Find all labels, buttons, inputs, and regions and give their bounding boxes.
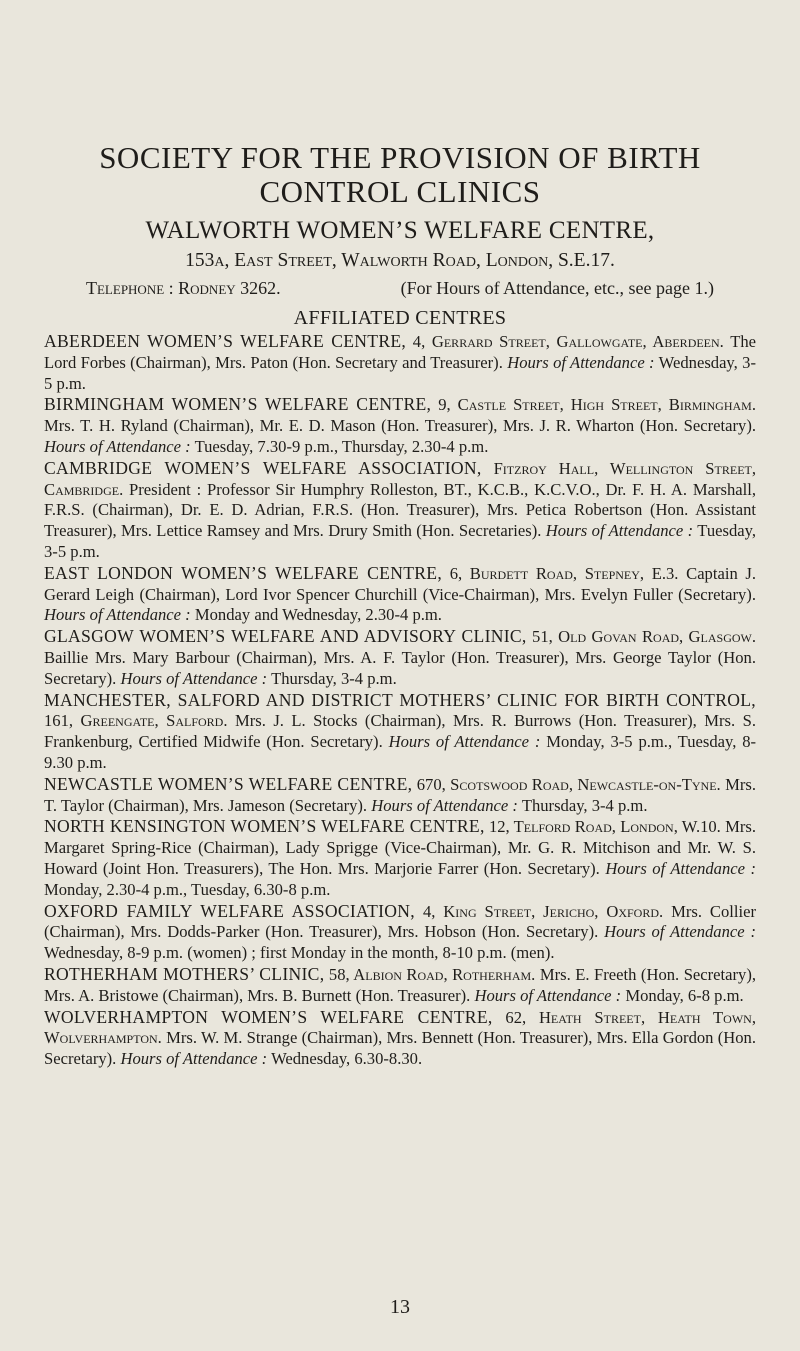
hours-label: Hours of Attendance : xyxy=(371,795,518,815)
centre-officers: Mrs. T. H. Ryland (Chairman), Mr. E. D. Mason (Hon. Treasurer), Mrs. J. R. Wharton (Hon. Secretary). xyxy=(44,416,756,436)
hours-label: Hours of Attendance : xyxy=(388,732,541,752)
hours-value: Wednesday, 3-5 p.m. xyxy=(44,352,756,393)
hours-reference-note: (For Hours of Attendance, etc., see page 1.) xyxy=(400,278,714,298)
hours-value: Thursday, 3-4 p.m. xyxy=(521,795,648,815)
centre-address: Fitzroy Hall, Wellington Street, Cambridge. xyxy=(44,458,757,499)
centre-name: BIRMINGHAM WOMEN’S WELFARE CENTRE, xyxy=(44,394,432,415)
centre-officers: President : Professor Sir Humphry Rolleston, BT., K.C.B., K.C.V.O., Dr. F. H. A. Marshall, F.R.S. (Chairman), Dr. E. D. Adrian, F.R.S. (Hon. Treasurer), Mrs. Petica Robertson (Hon. Assistant Treasurer), Mrs. Lettice Ramsey and Mrs. Drury Smith (Hon. Secretaries). xyxy=(44,479,756,541)
centre-officers: The Lord Forbes (Chairman), Mrs. Paton (Hon. Secretary and Treasurer). xyxy=(44,332,757,372)
centre-name: ABERDEEN WOMEN’S WELFARE CENTRE, xyxy=(44,331,407,351)
centre-entry xyxy=(44,331,756,394)
hours-value: Wednesday, 8-9 p.m. (women) ; first Monday in the month, 8-10 p.m. (men). xyxy=(44,943,555,963)
centre-address: 58, Albion Road, Rotherham. xyxy=(328,964,536,984)
hours-label: Hours of Attendance : xyxy=(604,922,757,942)
centre-address: 51, Old Govan Road, Glasgow. xyxy=(532,627,756,647)
centre-entry xyxy=(44,774,756,817)
centre-address: 4, King Street, Jericho, Oxford. xyxy=(422,901,664,921)
centre-address: 6, Burdett Road, Stepney, E.3. xyxy=(449,563,679,583)
centre-officers: Baillie Mrs. Mary Barbour (Chairman), Mrs. A. F. Taylor (Hon. Treasurer), Mrs. George Taylor (Hon. Secretary). xyxy=(44,647,756,688)
hours-value: Tuesday, 3-5 p.m. xyxy=(44,521,756,561)
centre-officers: Mrs. E. Freeth (Hon. Secretary), Mrs. A. Bristowe (Chairman), Mrs. B. Burnett (Hon. Treasurer). xyxy=(44,964,757,1005)
affiliated-centres-heading: AFFILIATED CENTRES xyxy=(293,307,507,329)
hours-label: Hours of Attendance : xyxy=(545,521,694,541)
hours-label: Hours of Attendance : xyxy=(44,605,191,625)
hours-value: Tuesday, 7.30-9 p.m., Thursday, 2.30-4 p.m. xyxy=(194,436,489,456)
hours-value: Monday, 3-5 p.m., Tuesday, 8-9.30 p.m. xyxy=(44,732,757,772)
telephone-number: Telephone : Rodney 3262. xyxy=(86,278,281,298)
hours-label: Hours of Attendance : xyxy=(474,985,622,1005)
centre-officers: Mrs. J. L. Stocks (Chairman), Mrs. R. Burrows (Hon. Treasurer), Mrs. S. Frankenburg, Certified Midwife (Hon. Secretary). xyxy=(44,711,756,752)
centre-officers: Mrs. Margaret Spring-Rice (Chairman), Lady Sprigge (Vice-Chairman), Mr. G. R. Mitchison and Mr. W. S. Howard (Joint Hon. Treasurers), The Hon. Mrs. Marjorie Farrer (Hon. Secretary). xyxy=(44,817,757,878)
centre-address: 670, Scotswood Road, Newcastle-on-Tyne. xyxy=(416,774,721,794)
centre-name: NEWCASTLE WOMEN’S WELFARE CENTRE, xyxy=(44,773,413,794)
centre-address: 12, Telford Road, London, W.10. xyxy=(488,817,721,837)
centre-officers: Mrs. W. M. Strange (Chairman), Mrs. Bennett (Hon. Treasurer), Mrs. Ella Gordon (Hon. Secretary). xyxy=(44,1028,756,1069)
centre-entry xyxy=(44,964,756,1007)
centre-name: GLASGOW WOMEN’S WELFARE AND ADVISORY CLINIC, xyxy=(44,626,527,647)
society-title-line-2: CONTROL CLINICS xyxy=(259,174,541,209)
page-number: 13 xyxy=(390,1296,410,1318)
hours-label: Hours of Attendance : xyxy=(44,436,191,456)
hours-value: Thursday, 3-4 p.m. xyxy=(271,668,397,688)
centre-name: NORTH KENSINGTON WOMEN’S WELFARE CENTRE, xyxy=(44,816,485,837)
main-centre-name: WALWORTH WOMEN’S WELFARE CENTRE, xyxy=(145,217,655,244)
centre-name: ROTHERHAM MOTHERS’ CLINIC, xyxy=(44,963,325,984)
hours-label: Hours of Attendance : xyxy=(120,668,268,688)
centre-entry xyxy=(44,816,756,900)
centre-address: 9, Castle Street, High Street, Birmingham. xyxy=(438,395,756,415)
centre-entry xyxy=(44,901,756,964)
centre-address: 161, Greengate, Salford. xyxy=(44,711,228,731)
hours-label: Hours of Attendance : xyxy=(507,352,655,372)
society-title-line-1: SOCIETY FOR THE PROVISION OF BIRTH xyxy=(99,140,701,175)
centre-entry xyxy=(44,394,756,457)
centre-entry xyxy=(44,626,756,689)
centre-name: MANCHESTER, SALFORD AND DISTRICT MOTHERS’ CLINIC FOR BIRTH CONTROL, xyxy=(44,689,756,710)
hours-value: Monday, 2.30-4 p.m., Tuesday, 6.30-8 p.m. xyxy=(44,879,331,899)
affiliated-centres-list xyxy=(44,331,756,1070)
hours-value: Wednesday, 6.30-8.30. xyxy=(271,1049,423,1069)
centre-entry xyxy=(44,690,756,774)
centre-entry xyxy=(44,563,756,626)
centre-officers: Mrs. T. Taylor (Chairman), Mrs. Jameson (Secretary). xyxy=(44,774,756,815)
centre-name: OXFORD FAMILY WELFARE ASSOCIATION, xyxy=(44,900,416,921)
hours-value: Monday, 6-8 p.m. xyxy=(625,985,744,1005)
centre-address: 4, Gerrard Street, Gallowgate, Aberdeen. xyxy=(412,332,724,351)
centre-officers: Captain J. Gerard Leigh (Chairman), Lord Ivor Spencer Churchill (Vice-Chairman), Mrs. Evelyn Fuller (Secretary). xyxy=(44,563,756,604)
hours-label: Hours of Attendance : xyxy=(605,858,757,878)
main-centre-address: 153a, East Street, Walworth Road, London, S.E.17. xyxy=(185,250,615,271)
centre-name: EAST LONDON WOMEN’S WELFARE CENTRE, xyxy=(44,562,443,583)
hours-value: Monday and Wednesday, 2.30-4 p.m. xyxy=(194,605,442,625)
centre-entry xyxy=(44,1007,756,1070)
centre-name: WOLVERHAMPTON WOMEN’S WELFARE CENTRE, xyxy=(44,1006,493,1027)
telephone-line xyxy=(86,275,714,301)
centre-address: 62, Heath Street, Heath Town, Wolverhampton. xyxy=(44,1007,756,1048)
centre-entry xyxy=(44,458,756,563)
hours-label: Hours of Attendance : xyxy=(120,1049,268,1069)
centre-officers: Mrs. Collier (Chairman), Mrs. Dodds-Parker (Hon. Treasurer), Mrs. Hobson (Hon. Secretary). xyxy=(44,901,756,942)
centre-name: CAMBRIDGE WOMEN’S WELFARE ASSOCIATION, xyxy=(44,457,482,478)
